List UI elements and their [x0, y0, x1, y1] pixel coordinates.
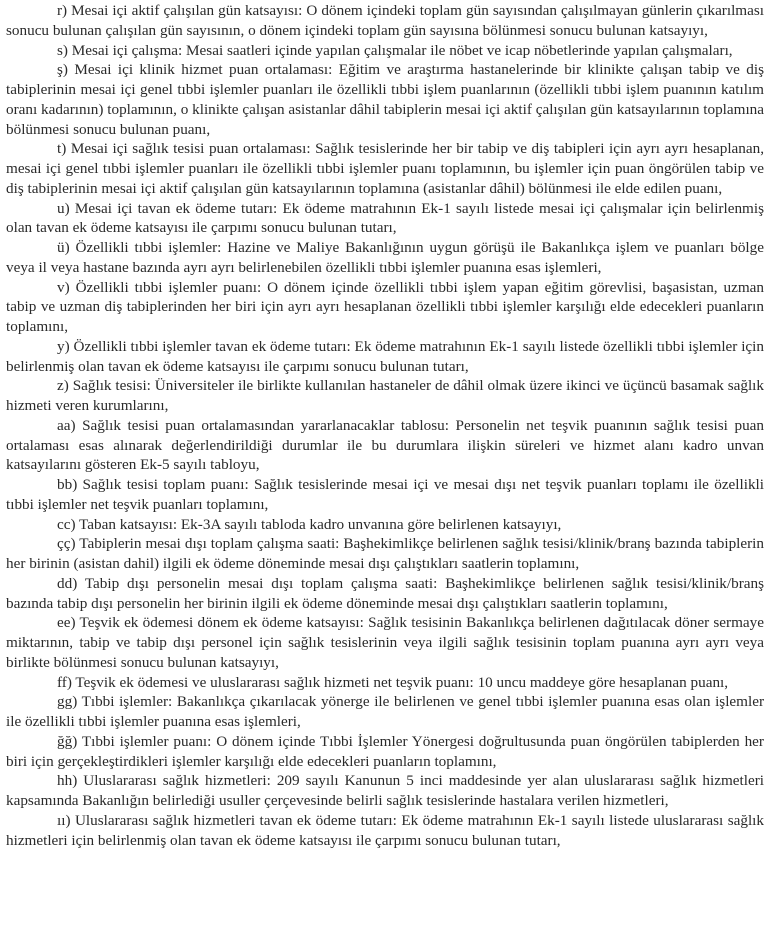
definition-r: r) Mesai içi aktif çalışılan gün katsayısı: O dönem içindeki toplam gün sayısından çalışılmayan günlerin çıkarılması sonucu bulunan çalışılan gün sayısının, o dönem içindeki toplam gün sayısına bölünmesi sonucu bulunan katsayıyı, — [6, 2, 764, 39]
definition-dd: dd) Tabip dışı personelin mesai dışı toplam çalışma saati: Başhekimlikçe belirlenen sağlık tesisi/klinik/branş bazında tabip dışı personelin her birinin ilgili ek ödeme döneminde mesai dışı çalıştıkları saatlerin toplamını, — [6, 574, 764, 612]
definition-u: u) Mesai içi tavan ek ödeme tutarı: Ek ödeme matrahının Ek-1 sayılı listede mesai içi çalışmalar için belirlenmiş olan tavan ek ödeme katsayısı ile çarpımı sonucu bulunan tutarı, — [6, 199, 764, 237]
definition-s-cedilla: ş) Mesai içi klinik hizmet puan ortalaması: Eğitim ve araştırma hastanelerinde bir klinikte çalışan tabip ve diş tabiplerinin mesai içi genel tıbbi işlemler puanları ile özellikli tıbbi işlem puanlarının (özellikli tıbbi işlem puanının katılım oranı kadarının) toplamının, o klinikte çalışan asistanlar dâhil tabiplerin mesai içi aktif çalışılan gün katsayılarının toplamına bölünmesi sonucu bulunan puanı, — [6, 61, 764, 138]
definition-cc-cedilla: çç) Tabiplerin mesai dışı toplam çalışma saati: Başhekimlikçe belirlenen sağlık tesisi/klinik/branş bazında tabiplerin her birinin (asistan dahil) ilgili ek ödeme döneminde mesai dışı çalıştıkları saatlerin toplamını, — [6, 535, 764, 572]
definition-y: y) Özellikli tıbbi işlemler tavan ek ödeme tutarı: Ek ödeme matrahının Ek-1 sayılı listede özellikli tıbbi işlemler için belirlenmiş olan tavan ek ödeme katsayısı ile çarpımı sonucu bulunan tutarı, — [6, 337, 764, 375]
definition-ee: ee) Teşvik ek ödemesi dönem ek ödeme katsayısı: Sağlık tesisinin Bakanlıkça belirlenen dağıtılacak döner sermaye miktarının, tabip ve tabip dışı personel için sağlık tesislerinin veya ilgili sağlık tesisinin toplam puanına ayrı ayrı veya birlikte bölünmesi sonucu bulunan katsayıyı, — [6, 614, 764, 671]
definition-gg-breve: ğğ) Tıbbi işlemler puanı: O dönem içinde Tıbbi İşlemler Yönergesi doğrultusunda puan öngörülen tabiplerden her biri için gerçekleştirdikleri işlemler karşılığı elde edecekleri puanların toplamını, — [6, 732, 764, 770]
definition-v: v) Özellikli tıbbi işlemler puanı: O dönem içinde özellikli tıbbi işlem yapan eğitim görevlisi, başasistan, uzman tabip ve uzman diş tabiplerinden her biri için ayrı ayrı hesaplanan özellikli tıbbi işlemler karşılığı elde edecekleri puanların toplamını, — [6, 278, 764, 335]
definition-cc: cc) Taban katsayısı: Ek-3A sayılı tabloda kadro unvanına göre belirlenen katsayıyı, — [57, 515, 562, 533]
definition-aa: aa) Sağlık tesisi puan ortalamasından yararlanacaklar tablosu: Personelin net teşvik puanının sağlık tesisi puan ortalaması esas alınarak değerlendirildiği durumlar ile bu durumlara ilişkin süreleri ve hizmet alanı kadro unvan katsayılarını gösteren Ek-5 sayılı tabloyu, — [6, 416, 764, 474]
definition-z: z) Sağlık tesisi: Üniversiteler ile birlikte kullanılan hastaneler de dâhil olmak üzere ikinci ve üçüncü basamak sağlık hizmeti veren kurumlarını, — [6, 377, 764, 414]
definition-gg: gg) Tıbbi işlemler: Bakanlıkça çıkarılacak yönerge ile belirlenen ve genel tıbbi işlemler puanına esas olan işlemler ile özellikli tıbbi işlemler puanına esas işlemleri, — [6, 693, 764, 730]
definition-u-umlaut: ü) Özellikli tıbbi işlemler: Hazine ve Maliye Bakanlığının uygun görüşü ile Bakanlıkça işlem ve puanları bölge veya il veya hastane bazında ayrı ayrı belirlenebilen özellikli tıbbi işlemler puanına esas işlemleri, — [6, 239, 764, 276]
definition-ff: ff) Teşvik ek ödemesi ve uluslararası sağlık hizmeti net teşvik puanı: 10 uncu maddeye göre hesaplanan puanı, — [57, 673, 729, 691]
definition-s: s) Mesai içi çalışma: Mesai saatleri içinde yapılan çalışmalar ile nöbet ve icap nöbetlerinde yapılan çalışmaları, — [57, 41, 733, 59]
definition-hh: hh) Uluslararası sağlık hizmetleri: 209 sayılı Kanunun 5 inci maddesinde yer alan uluslararası sağlık hizmetleri kapsamında Bakanlığın belirlediği usuller çerçevesinde belirli sağlık tesislerinde hastalara verilen hizmetleri, — [6, 772, 764, 809]
definition-t: t) Mesai içi sağlık tesisi puan ortalaması: Sağlık tesislerinde her bir tabip ve diş tabipleri için ayrı ayrı hesaplanan, mesai içi genel tıbbi işlemler puanları ile özellikli tıbbi işlemler puanı toplamının, bu işlemler için puan öngörülen tabip ve diş tabiplerinin mesai içi aktif çalışılan gün katsayılarının toplamına (asistanlar dâhil) bölünmesi ile elde edilen puanı, — [6, 140, 764, 197]
document-body — [6, 1, 764, 850]
definition-ii-dotless: ıı) Uluslararası sağlık hizmetleri tavan ek ödeme tutarı: Ek ödeme matrahının Ek-1 sayılı listede uluslararası sağlık hizmetleri için belirlenmiş olan tavan ek ödeme katsayısı ile çarpımı sonucu bulunan tutarı, — [6, 811, 764, 849]
definition-bb: bb) Sağlık tesisi toplam puanı: Sağlık tesislerinde mesai içi ve mesai dışı net teşvik puanları toplamı ile özellikli tıbbi işlemler net teşvik puanları toplamını, — [6, 476, 764, 513]
